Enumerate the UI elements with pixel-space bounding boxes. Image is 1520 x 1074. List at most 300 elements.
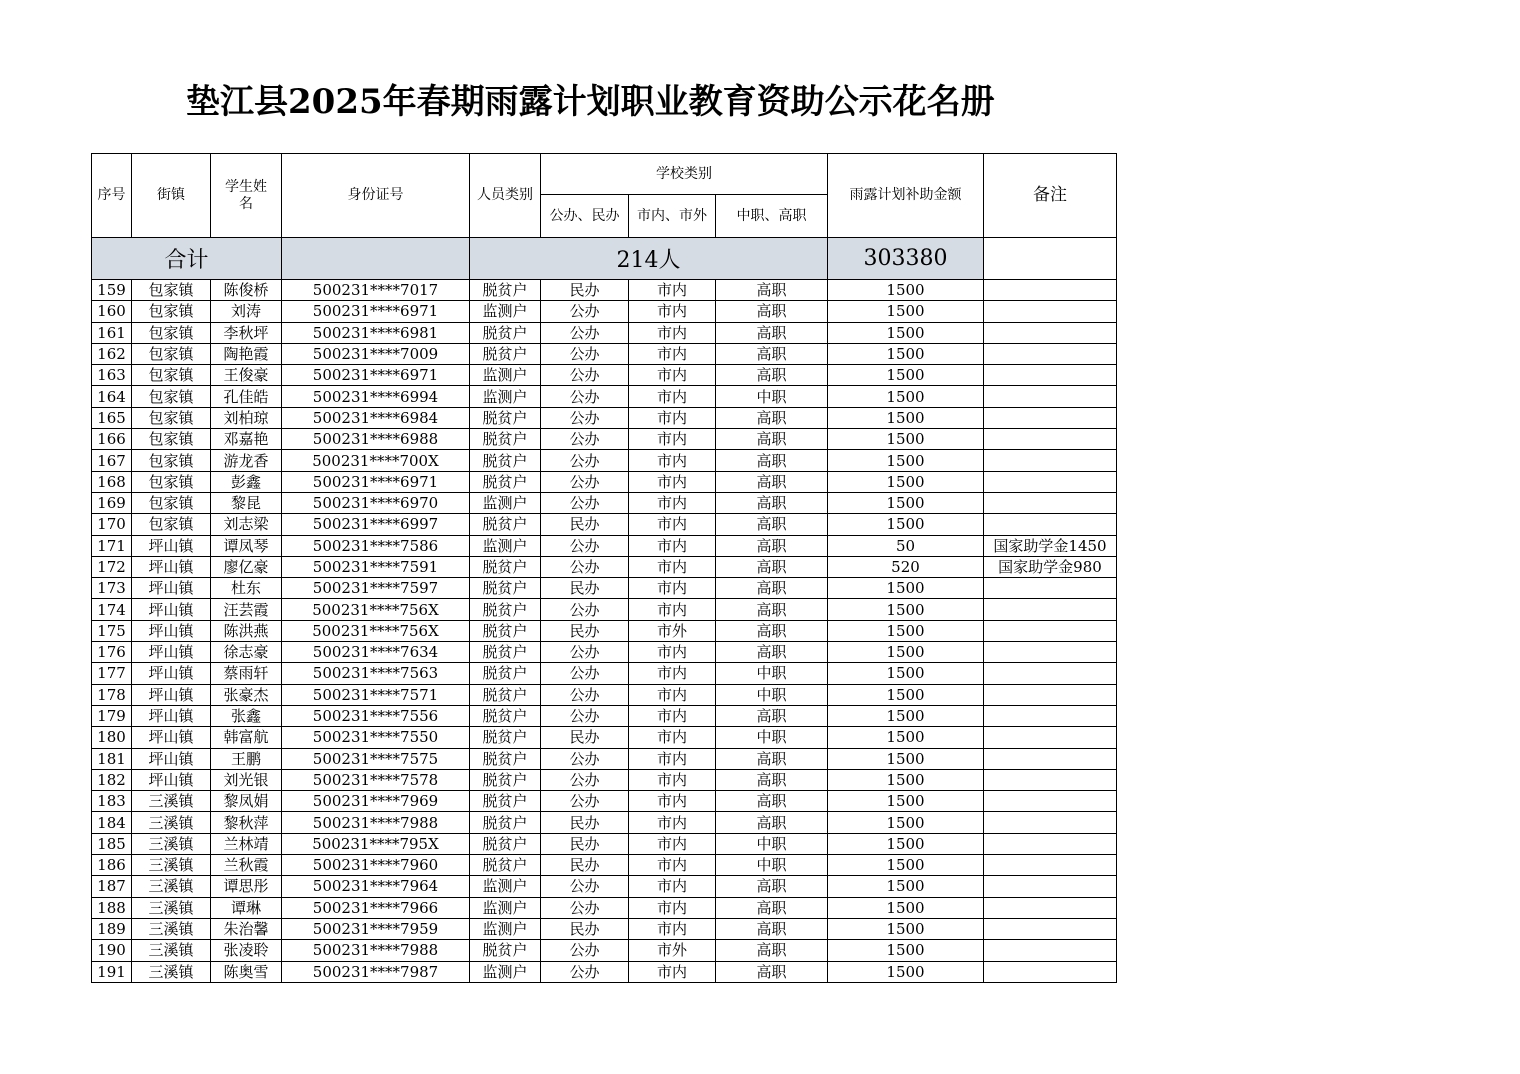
cell-name: 陶艳霞 [211, 343, 282, 364]
cell-ownership: 公办 [541, 642, 629, 663]
cell-town: 坪山镇 [132, 578, 211, 599]
cell-ownership: 公办 [541, 407, 629, 428]
cell-town: 三溪镇 [132, 961, 211, 982]
cell-id: 500231****795X [282, 833, 470, 854]
cell-name: 谭琳 [211, 897, 282, 918]
cell-id: 500231****7597 [282, 578, 470, 599]
cell-ownership: 公办 [541, 386, 629, 407]
cell-seq: 168 [92, 471, 132, 492]
cell-level: 高职 [716, 556, 828, 577]
cell-id: 500231****700X [282, 450, 470, 471]
cell-remark [984, 684, 1117, 705]
cell-ownership: 公办 [541, 556, 629, 577]
cell-ownership: 民办 [541, 812, 629, 833]
cell-seq: 165 [92, 407, 132, 428]
cell-amount: 1500 [828, 961, 984, 982]
cell-ownership: 公办 [541, 684, 629, 705]
table-row [92, 663, 1117, 684]
cell-town: 坪山镇 [132, 663, 211, 684]
cell-category: 脱贫户 [470, 769, 541, 790]
cell-town: 包家镇 [132, 429, 211, 450]
table-row [92, 727, 1117, 748]
cell-seq: 166 [92, 429, 132, 450]
table-row [92, 876, 1117, 897]
cell-id: 500231****756X [282, 599, 470, 620]
cell-town: 坪山镇 [132, 684, 211, 705]
cell-seq: 183 [92, 791, 132, 812]
table-row [92, 684, 1117, 705]
cell-ownership: 公办 [541, 961, 629, 982]
cell-name: 黎凤娟 [211, 791, 282, 812]
header-name: 学生姓名 [211, 154, 282, 238]
cell-seq: 163 [92, 365, 132, 386]
cell-name: 王俊豪 [211, 365, 282, 386]
cell-amount: 1500 [828, 897, 984, 918]
cell-ownership: 公办 [541, 492, 629, 513]
cell-ownership: 民办 [541, 833, 629, 854]
cell-ownership: 公办 [541, 663, 629, 684]
cell-level: 中职 [716, 727, 828, 748]
cell-seq: 162 [92, 343, 132, 364]
cell-ownership: 民办 [541, 514, 629, 535]
cell-name: 谭思彤 [211, 876, 282, 897]
cell-level: 高职 [716, 876, 828, 897]
cell-remark [984, 897, 1117, 918]
cell-location: 市内 [629, 769, 716, 790]
cell-remark [984, 961, 1117, 982]
header-level: 中职、高职 [716, 195, 828, 238]
cell-seq: 179 [92, 705, 132, 726]
cell-remark [984, 876, 1117, 897]
header-school-type: 学校类别 [541, 154, 828, 195]
cell-location: 市外 [629, 940, 716, 961]
cell-amount: 1500 [828, 386, 984, 407]
cell-town: 三溪镇 [132, 791, 211, 812]
cell-level: 高职 [716, 578, 828, 599]
cell-town: 包家镇 [132, 280, 211, 301]
cell-seq: 174 [92, 599, 132, 620]
cell-remark [984, 940, 1117, 961]
total-row [92, 238, 1117, 280]
table-row [92, 429, 1117, 450]
cell-location: 市内 [629, 556, 716, 577]
cell-id: 500231****7959 [282, 918, 470, 939]
cell-level: 高职 [716, 940, 828, 961]
cell-name: 刘志梁 [211, 514, 282, 535]
cell-location: 市内 [629, 450, 716, 471]
table-row [92, 407, 1117, 428]
cell-seq: 180 [92, 727, 132, 748]
cell-town: 三溪镇 [132, 918, 211, 939]
cell-ownership: 公办 [541, 876, 629, 897]
cell-town: 坪山镇 [132, 556, 211, 577]
cell-level: 高职 [716, 322, 828, 343]
cell-name: 徐志豪 [211, 642, 282, 663]
cell-id: 500231****6971 [282, 471, 470, 492]
cell-remark [984, 727, 1117, 748]
cell-level: 高职 [716, 514, 828, 535]
cell-amount: 1500 [828, 812, 984, 833]
cell-town: 坪山镇 [132, 705, 211, 726]
cell-category: 监测户 [470, 897, 541, 918]
cell-category: 监测户 [470, 876, 541, 897]
cell-town: 坪山镇 [132, 599, 211, 620]
cell-ownership: 公办 [541, 940, 629, 961]
cell-category: 脱贫户 [470, 684, 541, 705]
cell-remark [984, 663, 1117, 684]
cell-id: 500231****7969 [282, 791, 470, 812]
cell-remark [984, 514, 1117, 535]
cell-level: 中职 [716, 684, 828, 705]
cell-remark [984, 407, 1117, 428]
cell-level: 高职 [716, 407, 828, 428]
cell-seq: 159 [92, 280, 132, 301]
cell-amount: 1500 [828, 684, 984, 705]
cell-ownership: 公办 [541, 322, 629, 343]
cell-name: 张豪杰 [211, 684, 282, 705]
cell-name: 王鹏 [211, 748, 282, 769]
cell-seq: 182 [92, 769, 132, 790]
cell-amount: 1500 [828, 322, 984, 343]
cell-remark [984, 918, 1117, 939]
cell-level: 高职 [716, 599, 828, 620]
table-row [92, 280, 1117, 301]
table-row [92, 705, 1117, 726]
cell-name: 陈俊桥 [211, 280, 282, 301]
cell-seq: 160 [92, 301, 132, 322]
cell-ownership: 公办 [541, 301, 629, 322]
cell-level: 高职 [716, 620, 828, 641]
cell-amount: 1500 [828, 705, 984, 726]
cell-amount: 1500 [828, 918, 984, 939]
cell-name: 游龙香 [211, 450, 282, 471]
cell-level: 中职 [716, 663, 828, 684]
cell-town: 坪山镇 [132, 620, 211, 641]
cell-name: 谭凤琴 [211, 535, 282, 556]
cell-ownership: 公办 [541, 365, 629, 386]
cell-location: 市内 [629, 812, 716, 833]
cell-location: 市内 [629, 642, 716, 663]
cell-seq: 167 [92, 450, 132, 471]
cell-level: 高职 [716, 791, 828, 812]
cell-seq: 186 [92, 855, 132, 876]
cell-amount: 1500 [828, 599, 984, 620]
cell-amount: 50 [828, 535, 984, 556]
cell-town: 包家镇 [132, 514, 211, 535]
total-people: 214人 [470, 238, 828, 280]
table-row [92, 791, 1117, 812]
cell-id: 500231****7550 [282, 727, 470, 748]
cell-seq: 184 [92, 812, 132, 833]
cell-remark [984, 429, 1117, 450]
cell-id: 500231****6981 [282, 322, 470, 343]
cell-location: 市内 [629, 280, 716, 301]
cell-location: 市外 [629, 620, 716, 641]
cell-level: 高职 [716, 748, 828, 769]
total-blank-id [282, 238, 470, 280]
cell-ownership: 公办 [541, 705, 629, 726]
cell-amount: 1500 [828, 450, 984, 471]
cell-town: 坪山镇 [132, 642, 211, 663]
cell-seq: 191 [92, 961, 132, 982]
cell-remark [984, 492, 1117, 513]
cell-category: 监测户 [470, 492, 541, 513]
cell-seq: 181 [92, 748, 132, 769]
cell-id: 500231****6970 [282, 492, 470, 513]
header-ownership: 公办、民办 [541, 195, 629, 238]
roster-table [91, 153, 1117, 983]
cell-category: 脱贫户 [470, 663, 541, 684]
cell-id: 500231****7988 [282, 812, 470, 833]
cell-id: 500231****7017 [282, 280, 470, 301]
cell-category: 脱贫户 [470, 940, 541, 961]
cell-location: 市内 [629, 855, 716, 876]
cell-level: 中职 [716, 833, 828, 854]
cell-ownership: 公办 [541, 599, 629, 620]
cell-location: 市内 [629, 961, 716, 982]
cell-category: 监测户 [470, 365, 541, 386]
table-row [92, 578, 1117, 599]
cell-level: 高职 [716, 365, 828, 386]
cell-ownership: 公办 [541, 897, 629, 918]
cell-town: 包家镇 [132, 492, 211, 513]
cell-category: 监测户 [470, 535, 541, 556]
cell-location: 市内 [629, 322, 716, 343]
table-row [92, 642, 1117, 663]
cell-seq: 171 [92, 535, 132, 556]
cell-category: 监测户 [470, 961, 541, 982]
cell-town: 三溪镇 [132, 833, 211, 854]
header-category: 人员类别 [470, 154, 541, 238]
table-row [92, 386, 1117, 407]
cell-name: 兰林靖 [211, 833, 282, 854]
cell-level: 高职 [716, 961, 828, 982]
cell-id: 500231****6971 [282, 301, 470, 322]
cell-id: 500231****756X [282, 620, 470, 641]
cell-town: 坪山镇 [132, 748, 211, 769]
cell-ownership: 民办 [541, 855, 629, 876]
cell-level: 中职 [716, 855, 828, 876]
cell-id: 500231****7586 [282, 535, 470, 556]
cell-seq: 187 [92, 876, 132, 897]
table-row [92, 450, 1117, 471]
cell-amount: 1500 [828, 663, 984, 684]
table-row [92, 514, 1117, 535]
cell-remark [984, 343, 1117, 364]
cell-level: 高职 [716, 429, 828, 450]
cell-remark [984, 450, 1117, 471]
cell-seq: 172 [92, 556, 132, 577]
cell-category: 脱贫户 [470, 514, 541, 535]
cell-town: 包家镇 [132, 471, 211, 492]
cell-amount: 1500 [828, 578, 984, 599]
cell-town: 三溪镇 [132, 876, 211, 897]
table-row [92, 556, 1117, 577]
cell-town: 三溪镇 [132, 940, 211, 961]
cell-level: 高职 [716, 705, 828, 726]
table-row [92, 918, 1117, 939]
cell-town: 坪山镇 [132, 769, 211, 790]
table-row [92, 492, 1117, 513]
cell-ownership: 民办 [541, 918, 629, 939]
cell-seq: 189 [92, 918, 132, 939]
table-row [92, 940, 1117, 961]
cell-location: 市内 [629, 492, 716, 513]
cell-name: 廖亿豪 [211, 556, 282, 577]
cell-category: 监测户 [470, 386, 541, 407]
cell-amount: 1500 [828, 365, 984, 386]
cell-seq: 176 [92, 642, 132, 663]
cell-id: 500231****6984 [282, 407, 470, 428]
cell-ownership: 民办 [541, 280, 629, 301]
cell-remark [984, 365, 1117, 386]
cell-name: 张鑫 [211, 705, 282, 726]
cell-level: 高职 [716, 471, 828, 492]
cell-id: 500231****7634 [282, 642, 470, 663]
cell-category: 脱贫户 [470, 791, 541, 812]
cell-ownership: 民办 [541, 620, 629, 641]
cell-id: 500231****7009 [282, 343, 470, 364]
cell-id: 500231****7988 [282, 940, 470, 961]
cell-remark [984, 280, 1117, 301]
cell-seq: 178 [92, 684, 132, 705]
cell-ownership: 公办 [541, 450, 629, 471]
cell-seq: 169 [92, 492, 132, 513]
cell-category: 脱贫户 [470, 556, 541, 577]
cell-amount: 1500 [828, 833, 984, 854]
table-row [92, 961, 1117, 982]
cell-id: 500231****6997 [282, 514, 470, 535]
table-row [92, 535, 1117, 556]
cell-remark [984, 322, 1117, 343]
cell-remark: 国家助学金980 [984, 556, 1117, 577]
table-row [92, 343, 1117, 364]
cell-location: 市内 [629, 684, 716, 705]
cell-remark [984, 769, 1117, 790]
cell-seq: 175 [92, 620, 132, 641]
table-row [92, 620, 1117, 641]
cell-town: 包家镇 [132, 407, 211, 428]
cell-name: 刘光银 [211, 769, 282, 790]
cell-remark [984, 642, 1117, 663]
cell-remark [984, 791, 1117, 812]
cell-amount: 1500 [828, 791, 984, 812]
cell-name: 汪芸霞 [211, 599, 282, 620]
cell-town: 包家镇 [132, 386, 211, 407]
cell-location: 市内 [629, 343, 716, 364]
header-remark: 备注 [984, 154, 1117, 238]
cell-name: 孔佳皓 [211, 386, 282, 407]
cell-category: 脱贫户 [470, 705, 541, 726]
cell-name: 蔡雨轩 [211, 663, 282, 684]
header-seq: 序号 [92, 154, 132, 238]
cell-name: 韩富航 [211, 727, 282, 748]
cell-category: 脱贫户 [470, 322, 541, 343]
table-row [92, 301, 1117, 322]
cell-id: 500231****7571 [282, 684, 470, 705]
cell-level: 高职 [716, 343, 828, 364]
cell-category: 脱贫户 [470, 429, 541, 450]
cell-name: 黎昆 [211, 492, 282, 513]
cell-amount: 1500 [828, 940, 984, 961]
cell-amount: 1500 [828, 514, 984, 535]
total-label: 合计 [92, 238, 282, 280]
cell-category: 脱贫户 [470, 727, 541, 748]
cell-seq: 164 [92, 386, 132, 407]
cell-ownership: 公办 [541, 535, 629, 556]
cell-remark [984, 620, 1117, 641]
cell-ownership: 公办 [541, 343, 629, 364]
cell-id: 500231****7556 [282, 705, 470, 726]
cell-ownership: 公办 [541, 769, 629, 790]
cell-category: 脱贫户 [470, 812, 541, 833]
cell-id: 500231****7966 [282, 897, 470, 918]
cell-amount: 1500 [828, 769, 984, 790]
total-amount: 303380 [828, 238, 984, 280]
cell-level: 高职 [716, 280, 828, 301]
cell-amount: 1500 [828, 407, 984, 428]
cell-id: 500231****7964 [282, 876, 470, 897]
cell-level: 高职 [716, 812, 828, 833]
cell-location: 市内 [629, 471, 716, 492]
cell-name: 朱治馨 [211, 918, 282, 939]
cell-name: 邓嘉艳 [211, 429, 282, 450]
table-row [92, 322, 1117, 343]
cell-level: 高职 [716, 450, 828, 471]
cell-amount: 1500 [828, 748, 984, 769]
cell-location: 市内 [629, 727, 716, 748]
table-row [92, 748, 1117, 769]
cell-category: 脱贫户 [470, 833, 541, 854]
cell-remark [984, 833, 1117, 854]
cell-amount: 520 [828, 556, 984, 577]
cell-town: 三溪镇 [132, 897, 211, 918]
cell-town: 三溪镇 [132, 855, 211, 876]
cell-id: 500231****6988 [282, 429, 470, 450]
cell-category: 脱贫户 [470, 471, 541, 492]
cell-category: 脱贫户 [470, 578, 541, 599]
cell-location: 市内 [629, 918, 716, 939]
cell-name: 彭鑫 [211, 471, 282, 492]
cell-seq: 173 [92, 578, 132, 599]
cell-seq: 161 [92, 322, 132, 343]
cell-category: 监测户 [470, 918, 541, 939]
table-row [92, 769, 1117, 790]
cell-name: 刘涛 [211, 301, 282, 322]
cell-location: 市内 [629, 365, 716, 386]
cell-id: 500231****7563 [282, 663, 470, 684]
cell-seq: 185 [92, 833, 132, 854]
cell-category: 脱贫户 [470, 407, 541, 428]
cell-ownership: 民办 [541, 578, 629, 599]
cell-level: 高职 [716, 535, 828, 556]
cell-location: 市内 [629, 578, 716, 599]
cell-town: 包家镇 [132, 301, 211, 322]
cell-seq: 177 [92, 663, 132, 684]
cell-name: 刘柏琼 [211, 407, 282, 428]
table-row [92, 897, 1117, 918]
cell-town: 包家镇 [132, 365, 211, 386]
cell-ownership: 公办 [541, 748, 629, 769]
cell-amount: 1500 [828, 301, 984, 322]
page-title: 垫江县2025年春期雨露计划职业教育资助公示花名册 [186, 82, 995, 122]
cell-location: 市内 [629, 301, 716, 322]
cell-category: 监测户 [470, 301, 541, 322]
cell-ownership: 公办 [541, 429, 629, 450]
table-row [92, 833, 1117, 854]
cell-amount: 1500 [828, 855, 984, 876]
cell-level: 高职 [716, 301, 828, 322]
